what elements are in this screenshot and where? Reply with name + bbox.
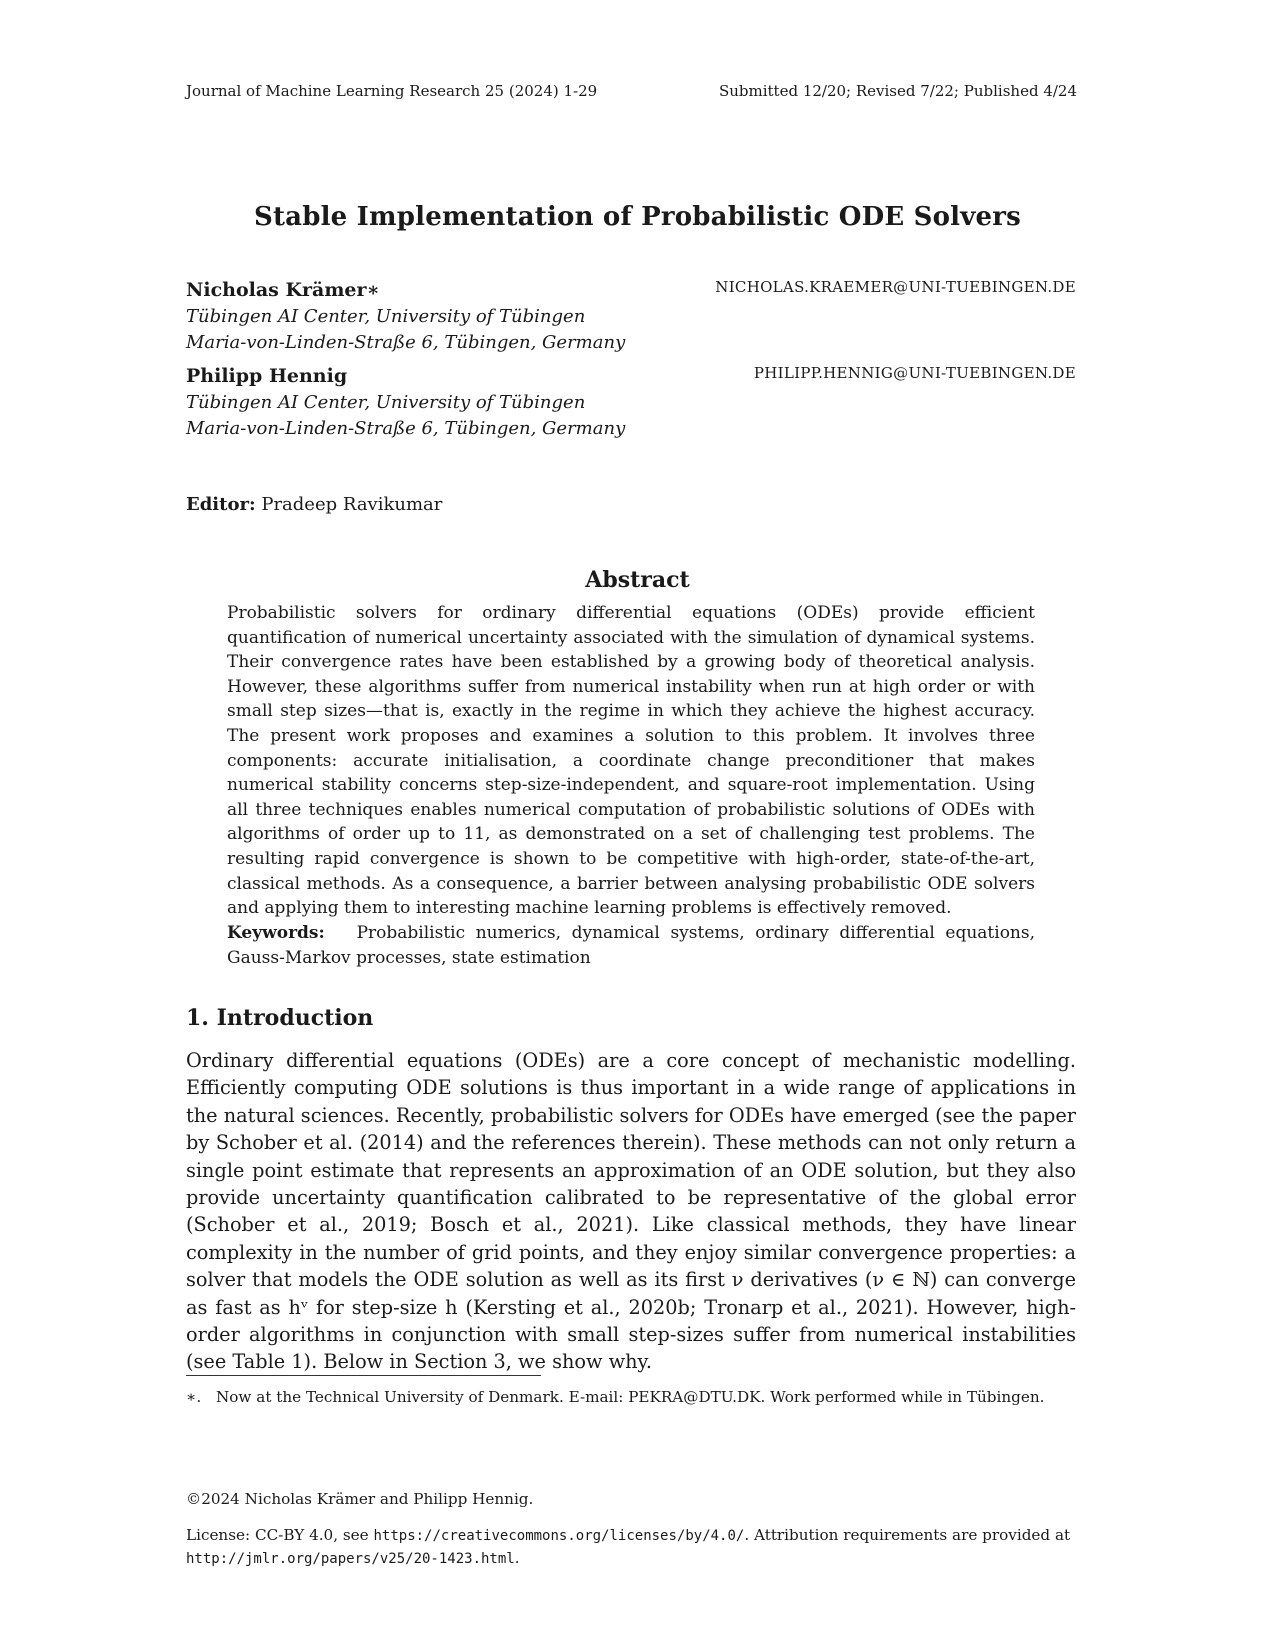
keywords-label: Keywords:: [227, 923, 325, 943]
paper-link[interactable]: http://jmlr.org/papers/v25/20-1423.html: [186, 1551, 515, 1567]
license-link[interactable]: https://creativecommons.org/licenses/by/4.0/: [373, 1528, 745, 1544]
license-suffix: .: [514, 1549, 520, 1567]
footnote: [186, 1386, 1076, 1408]
author-email[interactable]: PHILIPP.HENNIG@UNI-TUEBINGEN.DE: [753, 364, 1076, 382]
abstract-text: Probabilistic solvers for ordinary differential equations (ODEs) provide efficient quantification of numerical uncertainty associated with the simulation of dynamical systems. Their convergence rates have been established by a growing body of theoretical analysis. However, these algorithms suffer from numerical instability when run at high order or with small step sizes—that is, exactly in the regime in which they achieve the highest accuracy. The present work proposes and examines a solution to this problem. It involves three components: accurate initialisation, a coordinate change preconditioner that makes numerical stability concerns step-size-independent, and square-root implementation. Using all three techniques enables numerical computation of probabilistic solutions of ODEs with algorithms of order up to 11, as demonstrated on a set of challenging test problems. The resulting rapid convergence is shown to be competitive with high-order, state-of-the-art, classical methods. As a consequence, a barrier between analysing probabilistic ODE solvers and applying them to interesting machine learning problems is effectively removed.: [227, 603, 1035, 919]
license-middle: . Attribution requirements are provided at: [744, 1526, 1071, 1544]
introduction-paragraph: Ordinary differential equations (ODEs) are a core concept of mechanistic modelling. Efficiently computing ODE solutions is thus important in a wide range of applications in the natural sciences. Recently, probabilistic solvers for ODEs have emerged (see the paper by Schober et al. (2014) and the references therein). These methods can not only return a single point estimate that represents an approximation of an ODE solution, but they also provide uncertainty quantification calibrated to be representative of the global error (Schober et al., 2019; Bosch et al., 2021). Like classical methods, they have linear complexity in the number of grid points, and they enjoy similar convergence properties: a solver that models the ODE solution as well as its first ν derivatives (ν ∈ ℕ) can converge as fast as hᵛ for step-size h (Kersting et al., 2020b; Tronarp et al., 2021). However, high-order algorithms in conjunction with small step-sizes suffer from numerical instabilities (see Table 1). Below in Section 3, we show why.: [186, 1049, 1076, 1374]
author-name: Philipp Hennig: [186, 365, 348, 387]
keywords-text: Probabilistic numerics, dynamical systems, ordinary differential equations, Gauss-Markov processes, state estimation: [227, 923, 1035, 968]
paper-title: Stable Implementation of Probabilistic ODE Solvers: [253, 202, 1021, 232]
author-affiliation: Tübingen AI Center, University of Tübingen: [186, 392, 586, 413]
footnote-divider: [186, 1375, 541, 1376]
keywords: [227, 921, 1035, 970]
section-title: 1. Introduction: [186, 1005, 374, 1031]
author-address: Maria-von-Linden-Straße 6, Tübingen, Germany: [186, 418, 626, 439]
author-email[interactable]: NICHOLAS.KRAEMER@UNI-TUEBINGEN.DE: [715, 278, 1076, 296]
editor-line: [186, 494, 442, 515]
journal-header: Journal of Machine Learning Research 25 (2024) 1-29: [186, 82, 598, 100]
author-name: Nicholas Krämer∗: [186, 279, 380, 301]
footnote-mark: ∗.: [186, 1388, 202, 1406]
copyright-notice: ©2024 Nicholas Krämer and Philipp Hennig.: [186, 1490, 534, 1508]
author-address: Maria-von-Linden-Straße 6, Tübingen, Germany: [186, 332, 626, 353]
author-block-2: [186, 362, 1076, 442]
footnote-text: Now at the Technical University of Denmark. E-mail: PEKRA@DTU.DK. Work performed while in Tübingen.: [216, 1388, 1045, 1406]
abstract-heading: Abstract: [585, 567, 690, 593]
license-notice: [186, 1524, 1076, 1570]
license-prefix: License: CC-BY 4.0, see: [186, 1526, 374, 1544]
submission-dates: Submitted 12/20; Revised 7/22; Published 4/24: [718, 82, 1077, 100]
author-affiliation: Tübingen AI Center, University of Tübingen: [186, 306, 586, 327]
editor-label: Editor:: [186, 494, 256, 515]
author-block-1: [186, 276, 1076, 356]
editor-name: Pradeep Ravikumar: [261, 494, 443, 515]
